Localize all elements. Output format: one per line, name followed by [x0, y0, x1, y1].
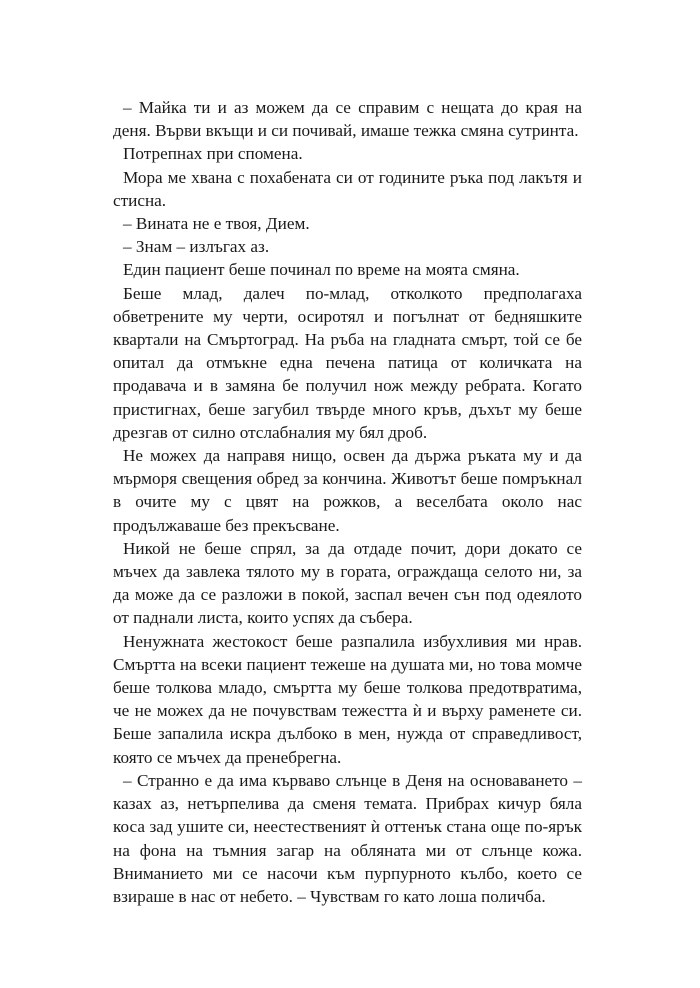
paragraph: Потрепнах при спомена. [123, 144, 303, 164]
paragraph: Един пациент беше починал по време на моята смяна. [123, 260, 520, 280]
paragraph: – Майка ти и аз можем да се справим с нещата до края на деня. Върви вкъщи и си почивай, имаше тежка смяна сутринта. [113, 98, 582, 141]
paragraph: Не можех да направя нищо, освен да държа ръката му и да мърморя свещения обред за кончина. Животът беше помръкнал в очите му с цвят на рожков, а веселбата около нас продължаваше без прекъсване. [113, 446, 582, 535]
paragraph: Никой не беше спрял, за да отдаде почит, дори докато се мъчех да завлека тялото му в гората, ограждаща селото ни, за да може да се разложи в покой, заспал вечен сън под одеялото от паднали листа, които успях да събера. [113, 538, 582, 628]
paragraph: – Знам – излъгах аз. [123, 237, 270, 257]
paragraph: – Вината не е твоя, Дием. [123, 214, 310, 234]
paragraph: – Странно е да има кърваво слънце в Деня на основаването – казах аз, нетърпелива да сменя темата. Прибрах кичур бяла коса зад ушите си, неестественият ѝ оттенък стана още по-ярък на фона на тъмния загар на обляната ми от слънце кожа. Вниманието ми се насочи към пурпурното кълбо, което се взираше в нас от небето. – Чувствам го като лоша поличба. [113, 770, 582, 906]
paragraph: Беше млад, далеч по-млад, отколкото предполагаха обветрените му черти, осиротял и погълнат от бедняшките квартали на Смъртоград. На ръба на гладната смърт, той се бе опитал да отмъкне една печена патица от количката на продавача и в замяна бе получил нож между ребрата. Когато пристигнах, беше загубил твърде много кръв, дъхът му беше дрезгав от силно отслабналия му бял дроб. [113, 283, 582, 442]
body-text [113, 96, 582, 908]
paragraph: Ненужната жестокост беше разпалила избухливия ми нрав. Смъртта на всеки пациент тежеше на душата ми, но това момче беше толкова младо, смъртта му беше толкова предотвратима, че не можех да не почувствам тежестта ѝ и върху раменете си. Беше запалила искра дълбоко в мен, нужда от справедливост, която се мъчех да пренебрегна. [113, 631, 582, 767]
paragraph: Мора ме хвана с похабената си от годините ръка под лакътя и стисна. [113, 167, 582, 210]
